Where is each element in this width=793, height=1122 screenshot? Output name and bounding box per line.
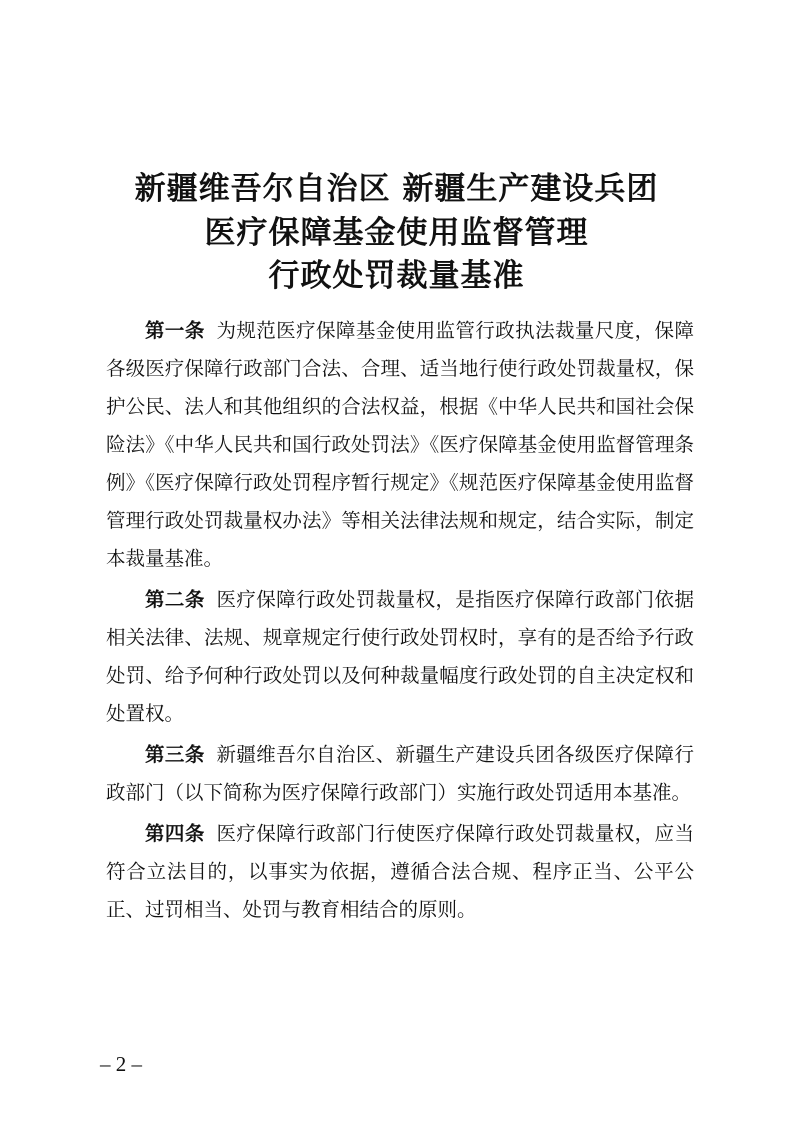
title-line-3: 行政处罚裁量基准 [268,258,525,294]
article-2-text: 医疗保障行政处罚裁量权，是指医疗保障行政部门依据相关法律、法规、规章规定行使行政处罚权时，享有的是否给予行政处罚、给予何种行政处罚以及何种裁量幅度行政处罚的自主决定权和处置权。 [106,588,694,725]
article-2 [106,581,694,733]
article-4-text: 医疗保障行政部门行使医疗保障行政处罚裁量权，应当符合立法目的，以事实为依据，遵循合法合规、程序正当、公平公正、过罚相当、处罚与教育相结合的原则。 [106,822,694,921]
title-line-1: 新疆维吾尔自治区 新疆生产建设兵团 [134,171,659,207]
article-4-label: 第四条 [145,822,205,845]
article-3-label: 第三条 [145,743,205,766]
page-number: – 2 – [100,1052,142,1076]
article-1-text: 为规范医疗保障基金使用监管行政执法裁量尺度，保障各级医疗保障行政部门合法、合理、适当地行使行政处罚裁量权，保护公民、法人和其他组织的合法权益，根据《中华人民共和国社会保险法》《中华人民共和国行政处罚法》《医疗保障基金使用监督管理条例》《医疗保障行政处罚程序暂行规定》《规范医疗保障基金使用监督管理行政处罚裁量权办法》等相关法律法规和规定，结合实际，制定本裁量基准。 [106,319,694,570]
article-3 [106,736,694,812]
article-1-label: 第一条 [145,319,205,342]
article-1 [106,312,694,578]
article-4 [106,815,694,929]
article-3-text: 新疆维吾尔自治区、新疆生产建设兵团各级医疗保障行政部门（以下简称为医疗保障行政部门）实施行政处罚适用本基准。 [106,743,694,804]
title-line-2: 医疗保障基金使用监督管理 [204,215,589,251]
article-2-label: 第二条 [145,588,205,611]
document-body [106,312,694,932]
